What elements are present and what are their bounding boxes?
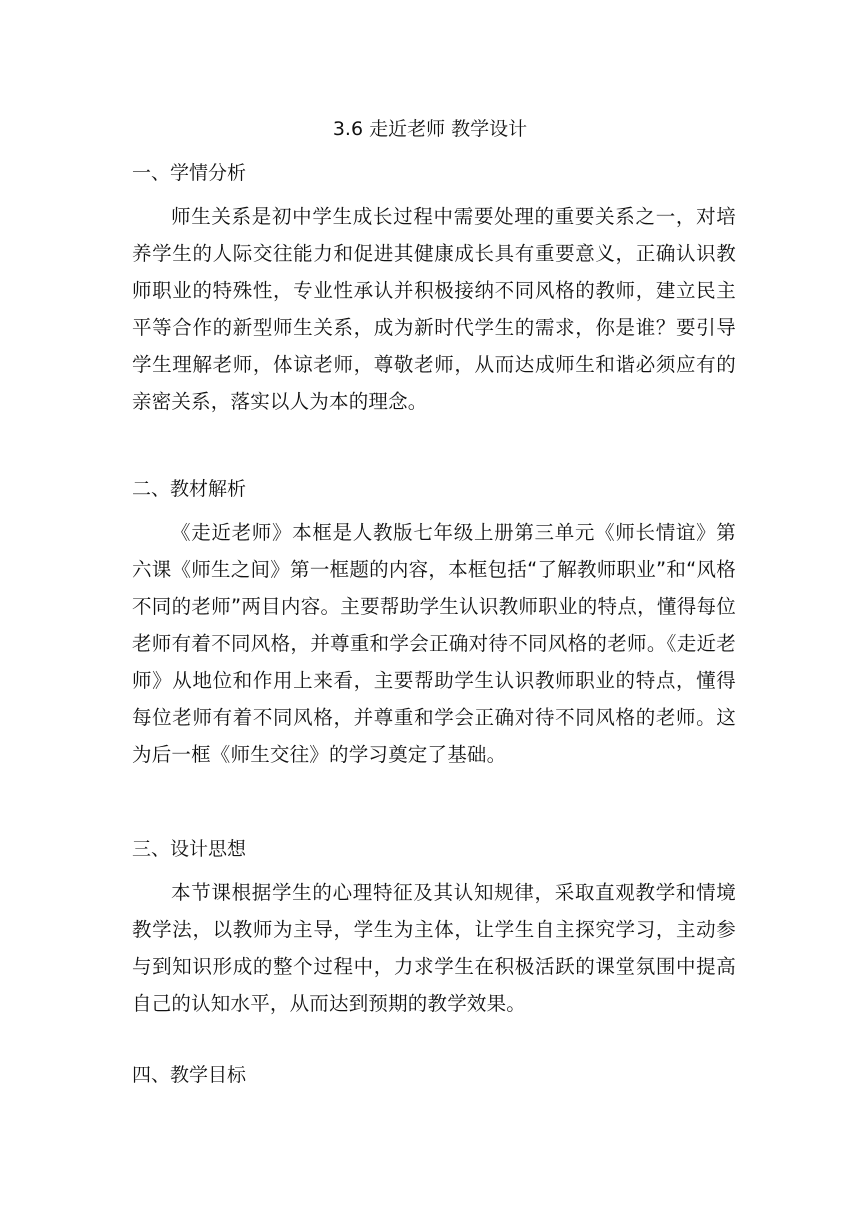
document-title: 3.6 走近老师 教学设计 [332,118,528,140]
section-paragraph-textbook-analysis: 《走近老师》本框是人教版七年级上册第三单元《师长情谊》第六课《师生之间》第一框题的内容，本框包括“了解教师职业”和“风格不同的老师”两目内容。主要帮助学生认识教师职业的特点，懂得每位老师有着不同风格，并尊重和学会正确对待不同风格的老师。《走近老师》从地位和作用上来看，主要帮助学生认识教师职业的特点，懂得每位老师有着不同风格，并尊重和学会正确对待不同风格的老师。这为后一框《师生交往》的学习奠定了基础。 [132,521,736,766]
section-heading-teaching-objectives: 四、教学目标 [132,1064,247,1086]
section-paragraph-design-idea: 本节课根据学生的心理特征及其认知规律，采取直观教学和情境教学法，以教师为主导，学生为主体，让学生自主探究学习，主动参与到知识形成的整个过程中，力求学生在积极活跃的课堂氛围中提高自己的认知水平，从而达到预期的教学效果。 [132,881,736,1015]
section-heading-design-idea: 三、设计思想 [132,838,247,860]
section-heading-learning-analysis: 一、学情分析 [132,162,247,184]
section-heading-textbook-analysis: 二、教材解析 [132,478,247,500]
section-paragraph-learning-analysis: 师生关系是初中学生成长过程中需要处理的重要关系之一，对培养学生的人际交往能力和促进其健康成长具有重要意义，正确认识教师职业的特殊性，专业性承认并积极接纳不同风格的教师，建立民主平等合作的新型师生关系，成为新时代学生的需求，你是谁？要引导学生理解老师，体谅老师，尊敬老师，从而达成师生和谐必须应有的亲密关系，落实以人为本的理念。 [132,205,736,413]
